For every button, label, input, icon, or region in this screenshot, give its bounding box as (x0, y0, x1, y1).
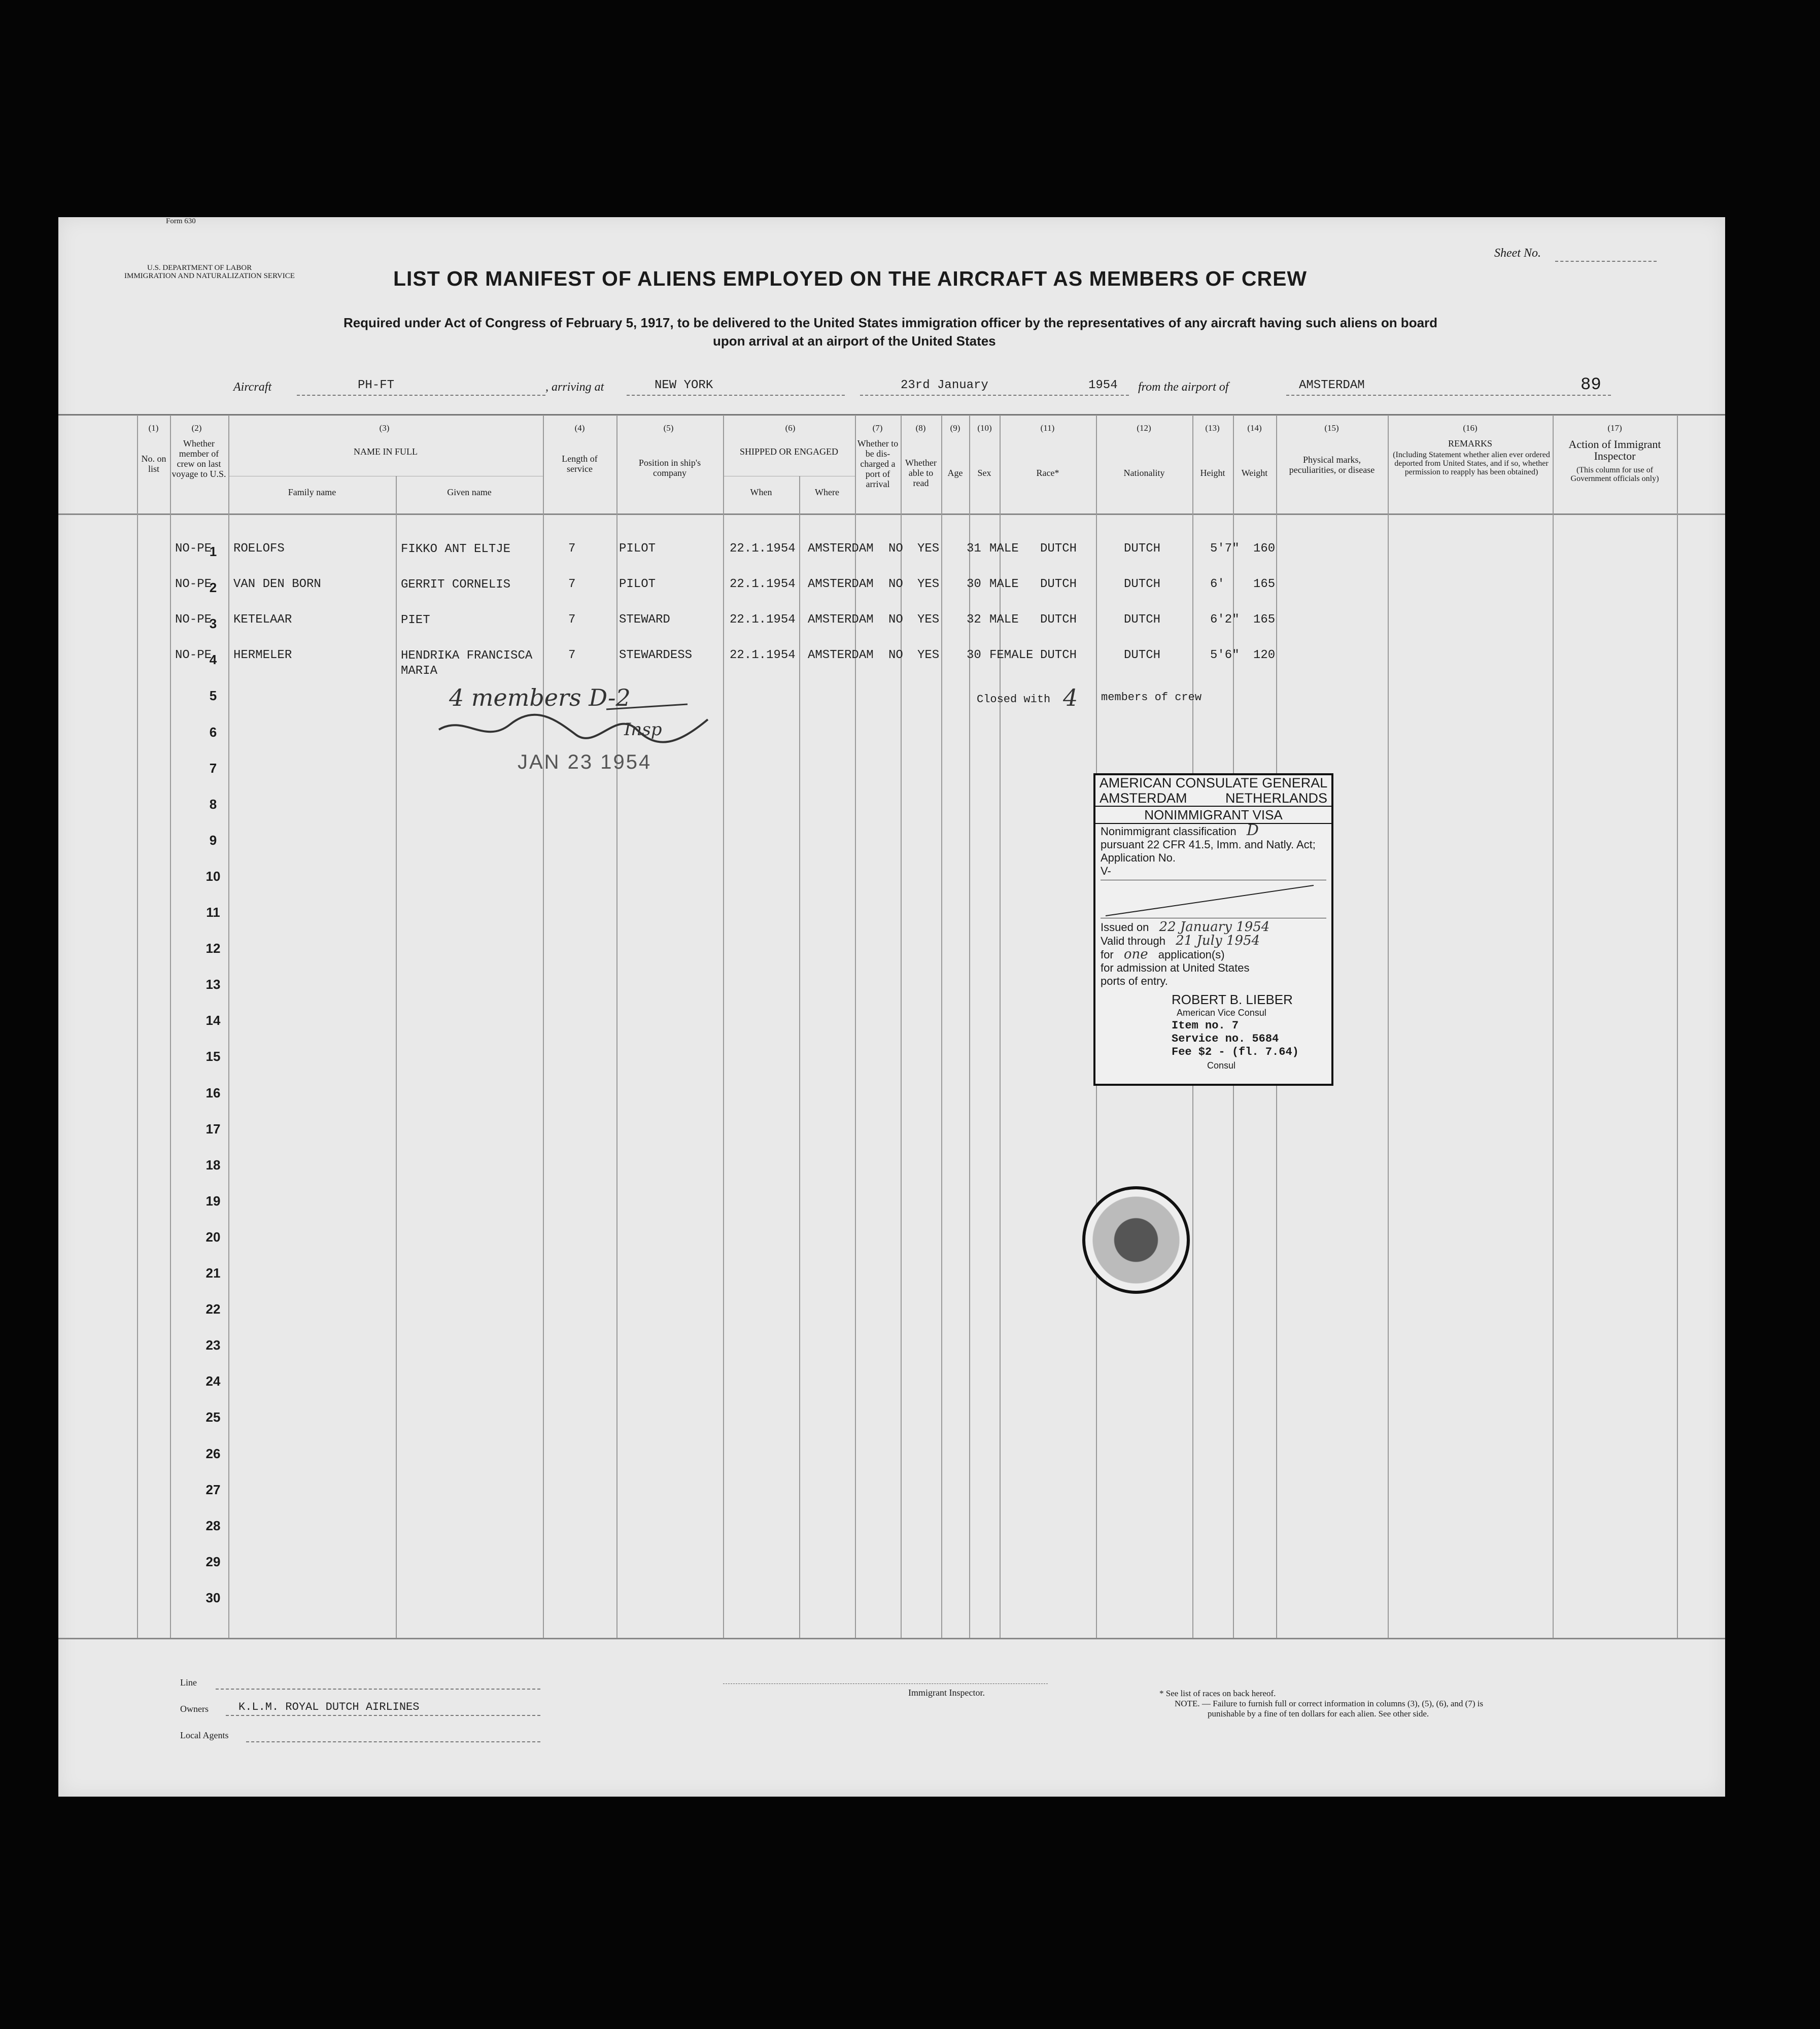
visa-for-label: for (1101, 948, 1114, 961)
crew-sex: MALE (989, 613, 1019, 627)
crew-family-name: VAN DEN BORN (233, 577, 321, 591)
crew-nationality: DUTCH (1124, 648, 1161, 662)
col-num: (6) (785, 423, 796, 433)
visa-consul-label: Consul (1207, 1060, 1236, 1071)
visa-for-value: one (1123, 947, 1148, 962)
row-number: 14 (205, 1013, 221, 1028)
crew-age: 30 (967, 577, 981, 591)
date-line (860, 395, 1129, 396)
col-rule (1677, 415, 1678, 1638)
visa-blank-lines (1101, 880, 1326, 918)
crew-shipped-where: AMSTERDAM (808, 577, 874, 591)
crew-weight: 165 (1253, 613, 1276, 627)
col-num: (11) (1040, 423, 1055, 433)
row-number: 13 (205, 977, 221, 992)
crew-race: DUTCH (1040, 542, 1077, 556)
row-number: 12 (205, 941, 221, 956)
fine-note-2: punishable by a fine of ten dollars for each alien. See other side. (1208, 1709, 1429, 1718)
crew-position: PILOT (619, 577, 656, 591)
col-rule (799, 476, 800, 1638)
races-note: * See list of races on back hereof. (1159, 1689, 1276, 1698)
col-head-read: Whether able to read (905, 458, 937, 488)
col-head-when: When (750, 487, 772, 497)
crew-sex: MALE (989, 577, 1019, 591)
visa-class-label: Nonimmigrant classification (1101, 825, 1237, 838)
col-head-discharged: Whether to be dis-charged a port of arrival (857, 438, 899, 489)
col-num: (2) (191, 423, 202, 433)
row-number: 7 (209, 760, 217, 776)
row-number: 5 (209, 688, 217, 704)
col-head-remarks-note: (Including Statement whether alien ever ordered deported from United States, and if so, whether permission to reapply has been obtained) (1393, 451, 1550, 476)
col-rule (616, 415, 617, 1638)
crew-race: DUTCH (1040, 648, 1077, 662)
col-num: (7) (872, 423, 883, 433)
crew-family-name: ROELOFS (233, 542, 285, 556)
col-head-no: No. on list (141, 454, 166, 474)
crew-position: STEWARDESS (619, 648, 693, 662)
department-label: U.S. DEPARTMENT OF LABOR (147, 264, 252, 272)
col-rule (228, 415, 229, 1638)
col-num: (4) (574, 423, 585, 433)
visa-issued-value: 22 January 1954 (1159, 919, 1270, 935)
crew-height: 5'7" (1210, 542, 1240, 556)
row-number: 19 (205, 1193, 221, 1209)
from-line (1286, 395, 1611, 396)
visa-fee-row (1095, 1046, 1331, 1059)
crew-service-length: 7 (568, 577, 576, 591)
col-num: (8) (915, 423, 926, 433)
visa-country: NETHERLANDS (1225, 790, 1327, 806)
agents-field (246, 1741, 540, 1742)
col-num: (9) (950, 423, 960, 433)
visa-officer-title: American Vice Consul (1177, 1008, 1266, 1018)
col-rule (1553, 415, 1554, 1638)
visa-stamp (1093, 773, 1333, 1086)
col-head-nationality: Nationality (1123, 468, 1165, 478)
col-rule (396, 476, 397, 1638)
crew-position: STEWARD (619, 613, 670, 627)
visa-consulate: AMERICAN CONSULATE GENERAL (1099, 775, 1328, 790)
row-number: 2 (209, 580, 217, 596)
row-number: 27 (205, 1482, 221, 1497)
crew-able-to-read: YES (917, 577, 940, 591)
row-number: 18 (205, 1157, 221, 1173)
crew-height: 6'2" (1210, 613, 1240, 627)
crew-age: 32 (967, 613, 981, 627)
crew-given-name: GERRIT CORNELIS (401, 578, 511, 592)
visa-type: NONIMMIGRANT VISA (1095, 807, 1331, 824)
crew-race: DUTCH (1040, 577, 1077, 591)
crew-height: 5'6" (1210, 648, 1240, 662)
visa-item-value: 7 (1231, 1019, 1239, 1032)
sheet-no-label: Sheet No. (1494, 247, 1541, 260)
col-num: (16) (1463, 423, 1478, 433)
row-number: 1 (209, 544, 217, 559)
col-head-action: Action of Immigrant Inspector (1568, 438, 1661, 462)
handwritten-signature (424, 699, 748, 755)
row-number: 29 (205, 1554, 221, 1569)
crew-shipped-where: AMSTERDAM (808, 542, 874, 556)
fine-note-1: NOTE. — Failure to furnish full or correct information in columns (3), (5), (6), and (7) is (1175, 1699, 1484, 1708)
local-agents-label: Local Agents (180, 1730, 229, 1740)
arriving-label: , arriving at (545, 381, 604, 394)
col-num: (10) (977, 423, 992, 433)
row-number: 10 (205, 868, 221, 884)
crew-sex: FEMALE (989, 648, 1034, 662)
visa-city: AMSTERDAM (1100, 790, 1187, 806)
closed-with-count: 4 (1063, 684, 1078, 711)
col-num: (14) (1247, 423, 1262, 433)
visa-valid-row (1095, 934, 1331, 948)
col-rule (543, 415, 544, 1638)
crew-discharged: NO (888, 648, 903, 662)
row-number: 6 (209, 724, 217, 740)
visa-valid-value: 21 July 1954 (1176, 933, 1260, 948)
crew-able-to-read: YES (917, 542, 940, 556)
visa-service-row (1095, 1033, 1331, 1046)
handwritten-member-count: 4 members D-2 (449, 684, 631, 711)
visa-class-value: D (1246, 821, 1259, 839)
col-head-race: Race* (1036, 468, 1059, 478)
owners-label: Owners (180, 1704, 209, 1714)
closed-with-label: Closed with (977, 693, 1051, 706)
crew-family-name: HERMELER (233, 648, 292, 662)
row-number: 4 (209, 652, 217, 668)
aircraft-line (297, 395, 545, 396)
aircraft-value: PH-FT (358, 379, 395, 392)
crew-given-name: PIET (401, 613, 430, 627)
col-head-where: Where (815, 487, 839, 497)
col-head-family: Family name (288, 487, 336, 497)
row-number: 28 (205, 1518, 221, 1533)
owners-value: K.L.M. ROYAL DUTCH AIRLINES (238, 1701, 420, 1713)
visa-ports: ports of entry. (1101, 975, 1168, 987)
crew-nationality: DUTCH (1124, 613, 1161, 627)
col-rule (723, 415, 724, 1638)
inspector-date-stamp: JAN 23 1954 (518, 751, 652, 773)
row-number: 11 (206, 905, 220, 920)
col-num: (12) (1137, 423, 1151, 433)
crew-age: 30 (967, 648, 981, 662)
aircraft-label: Aircraft (233, 381, 272, 394)
crew-discharged: NO (888, 613, 903, 627)
crew-discharged: NO (888, 577, 903, 591)
col-rule (941, 415, 942, 1638)
crew-race: DUTCH (1040, 613, 1077, 627)
crew-shipped-when: 22.1.1954 (730, 577, 796, 591)
col-head-age: Age (947, 468, 963, 478)
inspector-signature-text: Insp (624, 719, 662, 740)
col-head-service: Length of service (562, 454, 598, 474)
crew-height: 6' (1210, 577, 1225, 591)
form-subtitle-1: Required under Act of Congress of February 5, 1917, to be delivered to the United States immigration officer by the representatives of any aircraft having such aliens on board (343, 315, 1438, 330)
visa-service-value: 5684 (1252, 1033, 1279, 1045)
members-of-crew-label: members of crew (1101, 691, 1202, 704)
crew-shipped-where: AMSTERDAM (808, 613, 874, 627)
inspector-label: Immigrant Inspector. (908, 1688, 985, 1698)
row-number: 17 (205, 1121, 221, 1137)
col-rule (901, 415, 902, 1638)
row-number: 25 (205, 1409, 221, 1425)
row-number: 23 (205, 1337, 221, 1353)
col-head-weight: Weight (1241, 468, 1268, 478)
col-head-shipped: SHIPPED OR ENGAGED (739, 446, 838, 457)
crew-member-flag: NO-PE (175, 648, 212, 662)
col-head-member: Whether member of crew on last voyage to U.S. (171, 438, 226, 479)
visa-fee-label: Fee $2 - (1172, 1046, 1225, 1058)
col-rule (1000, 415, 1001, 1638)
col-rule (1388, 415, 1389, 1638)
owners-field (226, 1715, 540, 1716)
inspector-signature-line (723, 1683, 1048, 1684)
col-num: (5) (663, 423, 674, 433)
visa-fee-value: (fl. 7.64) (1231, 1046, 1299, 1058)
arriving-line (627, 395, 845, 396)
row-number: 9 (209, 832, 217, 848)
crew-shipped-when: 22.1.1954 (730, 648, 796, 662)
row-number: 22 (205, 1301, 221, 1317)
crew-age: 31 (967, 542, 981, 556)
crew-weight: 165 (1253, 577, 1276, 591)
visa-cancel-stroke (1101, 880, 1324, 918)
visa-applications: application(s) (1158, 948, 1225, 961)
visa-issued-row (1095, 920, 1331, 934)
crew-able-to-read: YES (917, 613, 940, 627)
row-number: 3 (209, 616, 217, 632)
crew-service-length: 7 (568, 648, 576, 662)
visa-issued-label: Issued on (1101, 921, 1149, 934)
col-num: (13) (1205, 423, 1220, 433)
line-field (216, 1689, 540, 1690)
visa-pursuant: pursuant 22 CFR 41.5, Imm. and Natly. Act; Application No. (1101, 838, 1316, 864)
row-number: 26 (205, 1446, 221, 1461)
from-value: AMSTERDAM (1299, 379, 1365, 392)
col-rule (969, 415, 970, 1638)
row-number: 30 (205, 1590, 221, 1605)
page-number: 89 (1581, 375, 1601, 395)
visa-city-line (1095, 790, 1331, 806)
crew-member-flag: NO-PE (175, 577, 212, 591)
visa-item-row (1095, 1019, 1331, 1033)
crew-able-to-read: YES (917, 648, 940, 662)
crew-nationality: DUTCH (1124, 577, 1161, 591)
visa-service-label: Service no. (1172, 1033, 1246, 1045)
crew-service-length: 7 (568, 613, 576, 627)
row-number: 24 (205, 1373, 221, 1389)
row-number: 16 (205, 1085, 221, 1101)
visa-officer: ROBERT B. LIEBER (1172, 992, 1293, 1007)
table-bottom-rule (58, 1638, 1725, 1639)
table-top-rule (58, 414, 1725, 416)
visa-v-label: V- (1101, 865, 1111, 877)
crew-shipped-when: 22.1.1954 (730, 613, 796, 627)
crew-sex: MALE (989, 542, 1019, 556)
crew-family-name: KETELAAR (233, 613, 292, 627)
visa-for-row (1095, 948, 1331, 961)
line-label: Line (180, 1677, 197, 1688)
consular-seal (1082, 1186, 1190, 1294)
col-head-height: Height (1200, 468, 1225, 478)
visa-item-label: Item no. (1172, 1019, 1225, 1032)
col-head-remarks: REMARKS (1448, 438, 1493, 449)
col-num: (15) (1324, 423, 1339, 433)
crew-weight: 160 (1253, 542, 1276, 556)
col-num: (1) (148, 423, 159, 433)
crew-member-flag: NO-PE (175, 613, 212, 627)
arrival-year: 1954 (1088, 379, 1118, 392)
arrival-date: 23rd January (901, 379, 988, 392)
crew-service-length: 7 (568, 542, 576, 556)
col-head-given: Given name (447, 487, 492, 497)
visa-valid-label: Valid through (1101, 935, 1166, 947)
col-head-physical: Physical marks, peculiarities, or disease (1289, 455, 1375, 475)
crew-shipped-where: AMSTERDAM (808, 648, 874, 662)
col-head-sex: Sex (977, 468, 991, 478)
crew-given-name: FIKKO ANT ELTJE (401, 542, 511, 556)
row-number: 15 (205, 1049, 221, 1064)
crew-weight: 120 (1253, 648, 1276, 662)
col-num: (3) (379, 423, 390, 433)
visa-admission: for admission at United States (1101, 961, 1250, 974)
from-label: from the airport of (1138, 381, 1229, 394)
row-number: 21 (205, 1265, 221, 1281)
col-head-name: NAME IN FULL (354, 446, 418, 457)
service-label: IMMIGRATION AND NATURALIZATION SERVICE (124, 272, 295, 280)
col-rule (137, 415, 138, 1638)
col-rule (855, 415, 856, 1638)
crew-nationality: DUTCH (1124, 542, 1161, 556)
sheet-no-line (1555, 261, 1657, 262)
col-head-position: Position in ship's company (638, 458, 701, 478)
visa-stamp-header (1095, 775, 1331, 807)
crew-given-name: HENDRIKA FRANCISCA MARIA (401, 649, 533, 678)
header-bottom-rule (58, 513, 1725, 515)
arriving-value: NEW YORK (655, 379, 713, 392)
form-subtitle-2: upon arrival at an airport of the United States (713, 333, 996, 349)
col-num: (17) (1607, 423, 1622, 433)
row-number: 8 (209, 796, 217, 812)
page-title: LIST OR MANIFEST OF ALIENS EMPLOYED ON THE AIRCRAFT AS MEMBERS OF CREW (393, 267, 1308, 290)
form-number: Form 630 (166, 217, 196, 225)
col-head-action-note: (This column for use of Government officials only) (1570, 466, 1659, 483)
crew-shipped-when: 22.1.1954 (730, 542, 796, 556)
visa-class-row (1095, 821, 1331, 839)
col-rule (170, 415, 171, 1638)
crew-member-flag: NO-PE (175, 542, 212, 556)
manifest-sheet (58, 217, 1725, 1797)
crew-position: PILOT (619, 542, 656, 556)
row-number: 20 (205, 1229, 221, 1245)
crew-discharged: NO (888, 542, 903, 556)
